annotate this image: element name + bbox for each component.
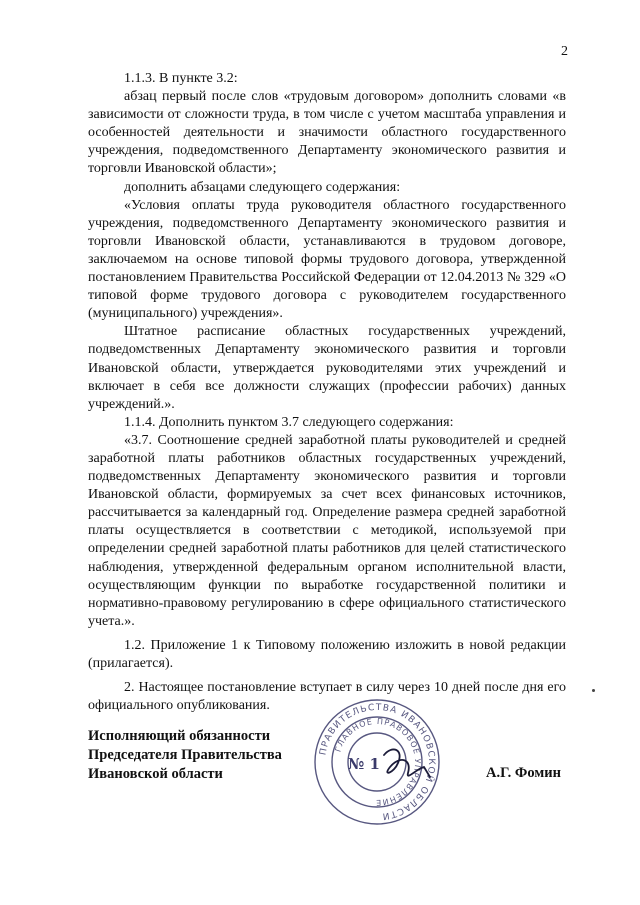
paragraph: «Условия оплаты труда руководителя областного государственного учреждения, подведомственного Департаменту экономического развития и торговли Ивановской области, устанавливаются в трудовом договоре, заключаемом на основе типовой формы трудового договора, утвержденной постановлением Правительства Российской Федерации от 12.04.2013 № 329 «О типовой форме трудового договора с руководителем государственного (муниципального) учреждения». [88, 197, 566, 322]
paragraph: 2. Настоящее постановление вступает в силу через 10 дней после дня его официального опубликования. [88, 680, 566, 714]
signatory-title-line: Ивановской области [88, 766, 223, 782]
signatory-title-line: Председателя Правительства [88, 747, 282, 763]
paragraph: 1.1.4. Дополнить пунктом 3.7 следующего содержания: [124, 414, 454, 430]
seal-outer-text: ПРАВИТЕЛЬСТВА ИВАНОВСКОЙ ОБЛАСТИ [318, 702, 437, 821]
paragraph: Штатное расписание областных государственных учреждений, подведомственных Департаменту экономического развития и торговли Ивановской области, утверждается руководителями этих учреждений и включает в себя все должности служащих (профессии рабочих) данных учреждений.». [88, 324, 566, 412]
paragraph: абзац первый после слов «трудовым договором» дополнить словами «в зависимости от сложности труда, в том числе с учетом масштаба управления и особенностей деятельности и значимости областного государственного учреждения, подведомственного Департаменту экономического развития и торговли Ивановской области»; [88, 89, 566, 177]
signatory-title [88, 727, 282, 784]
handwritten-signature [384, 749, 430, 777]
seal-number: № 1 [348, 755, 380, 773]
paragraph: «3.7. Соотношение средней заработной платы руководителей и средней заработной платы работников областных государственных учреждений, подведомственных Департаменту экономического развития и торговли Ивановской области, формируемых за счет всех финансовых источников, рассчитывается за календарный год. Определение размера средней заработной платы осуществляется в соответствии с методикой, используемой при определении средней заработной платы работников для целей статистического наблюдения, утвержденной федеральным органом исполнительной власти, осуществляющим функции по выработке государственной политики и нормативно-правовому регулированию в сфере официального статистического учета.». [88, 432, 566, 629]
paragraph: 1.2. Приложение 1 к Типовому положению изложить в новой редакции (прилагается). [88, 637, 566, 671]
paragraph: дополнить абзацами следующего содержания: [124, 179, 401, 195]
signatory-title-line: Исполняющий обязанности [88, 728, 271, 744]
official-seal-stamp [312, 697, 442, 827]
stray-mark [592, 689, 595, 692]
signatory-name: А.Г. Фомин [486, 765, 561, 781]
document-body [88, 70, 566, 715]
seal-inner-text: ГЛАВНОЕ ПРАВОВОЕ УПРАВЛЕНИЕ [333, 716, 423, 808]
paragraph: 1.1.3. В пункте 3.2: [124, 71, 238, 86]
page-number: 2 [561, 44, 568, 59]
